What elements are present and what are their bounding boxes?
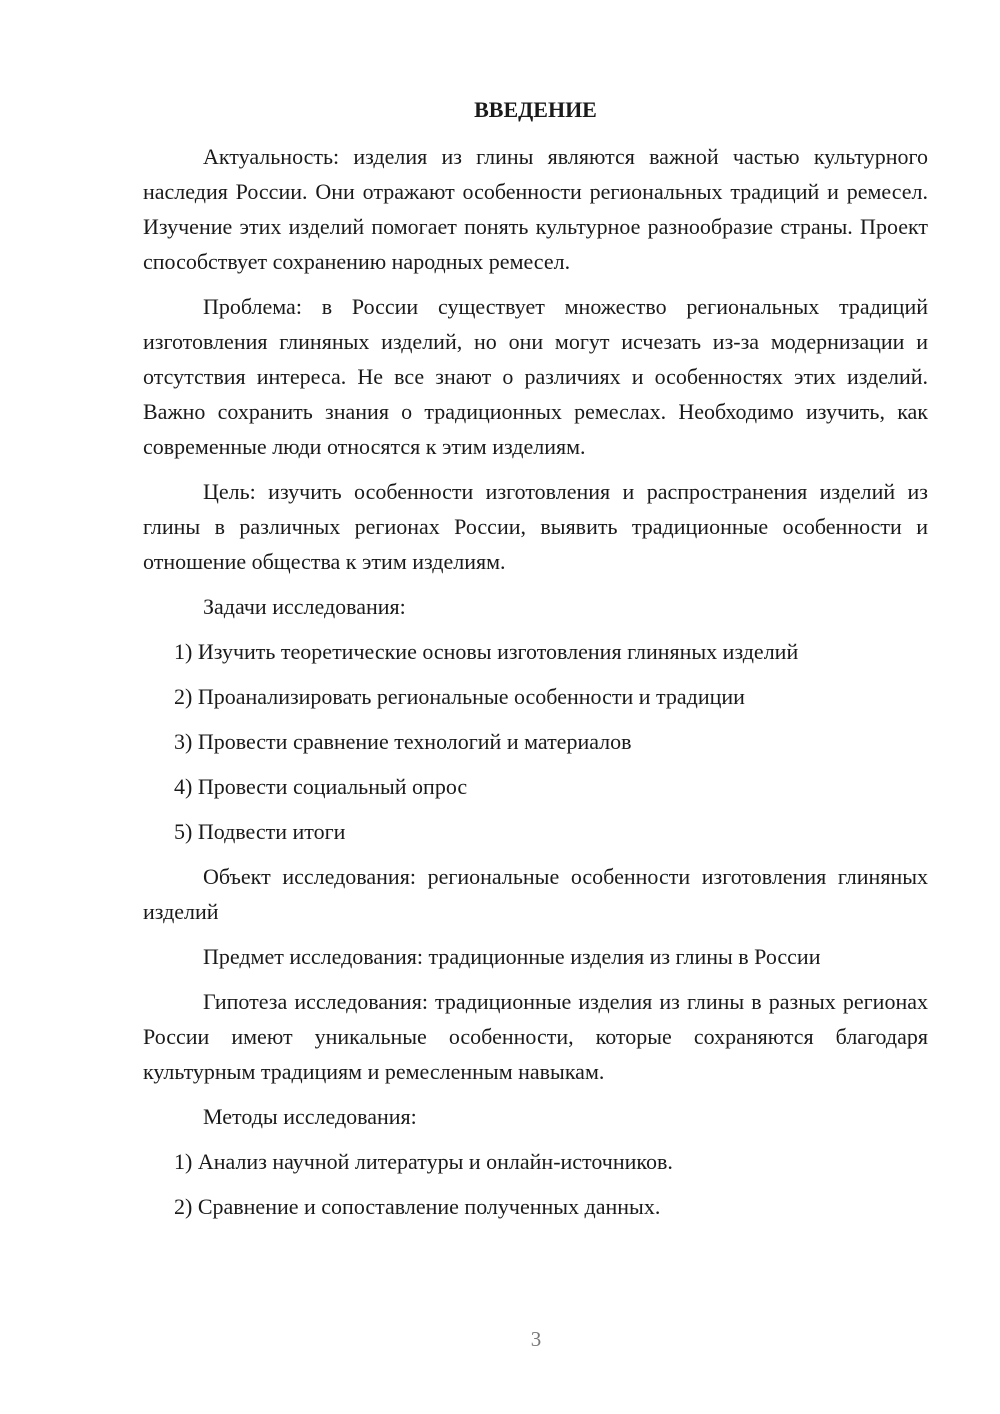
relevance-paragraph: Актуальность: изделия из глины являются важной частью культурного наследия России. Они отражают особенности региональных традиций и ремесел. Изучение этих изделий помогает понять культурное разнообразие страны. Проект способствует сохранению народных ремесел. (143, 144, 928, 274)
section-heading: ВВЕДЕНИЕ (474, 97, 597, 122)
list-item: 2) Проанализировать региональные особенности и традиции (174, 684, 745, 709)
methods-label: Методы исследования: (203, 1104, 417, 1129)
methods-list (143, 1144, 928, 1224)
page-number: 3 (530, 1327, 542, 1351)
goal-paragraph: Цель: изучить особенности изготовления и распространения изделий из глины в различных регионах России, выявить традиционные особенности и отношение общества к этим изделиям. (143, 479, 928, 574)
problem-paragraph: Проблема: в России существует множество региональных традиций изготовления глиняных изделий, но они могут исчезать из-за модернизации и отсутствия интереса. Не все знают о различиях и особенностях этих изделий. Важно сохранить знания о традиционных ремеслах. Необходимо изучить, как современные люди относятся к этим изделиям. (143, 294, 928, 459)
tasks-list (143, 634, 928, 849)
list-item: 3) Провести сравнение технологий и материалов (174, 729, 632, 754)
list-item: 1) Изучить теоретические основы изготовления глиняных изделий (174, 639, 799, 664)
list-item: 4) Провести социальный опрос (174, 774, 468, 799)
list-item: 1) Анализ научной литературы и онлайн-источников. (174, 1149, 673, 1174)
list-item: 5) Подвести итоги (174, 819, 346, 844)
subject-paragraph: Предмет исследования: традиционные изделия из глины в России (203, 944, 821, 969)
tasks-label: Задачи исследования: (203, 594, 406, 619)
list-item: 2) Сравнение и сопоставление полученных данных. (174, 1194, 661, 1219)
hypothesis-paragraph: Гипотеза исследования: традиционные изделия из глины в разных регионах России имеют уникальные особенности, которые сохраняются благодаря культурным традициям и ремесленным навыкам. (143, 989, 928, 1084)
document-page (143, 92, 928, 1234)
object-paragraph: Объект исследования: региональные особенности изготовления глиняных изделий (143, 864, 928, 924)
